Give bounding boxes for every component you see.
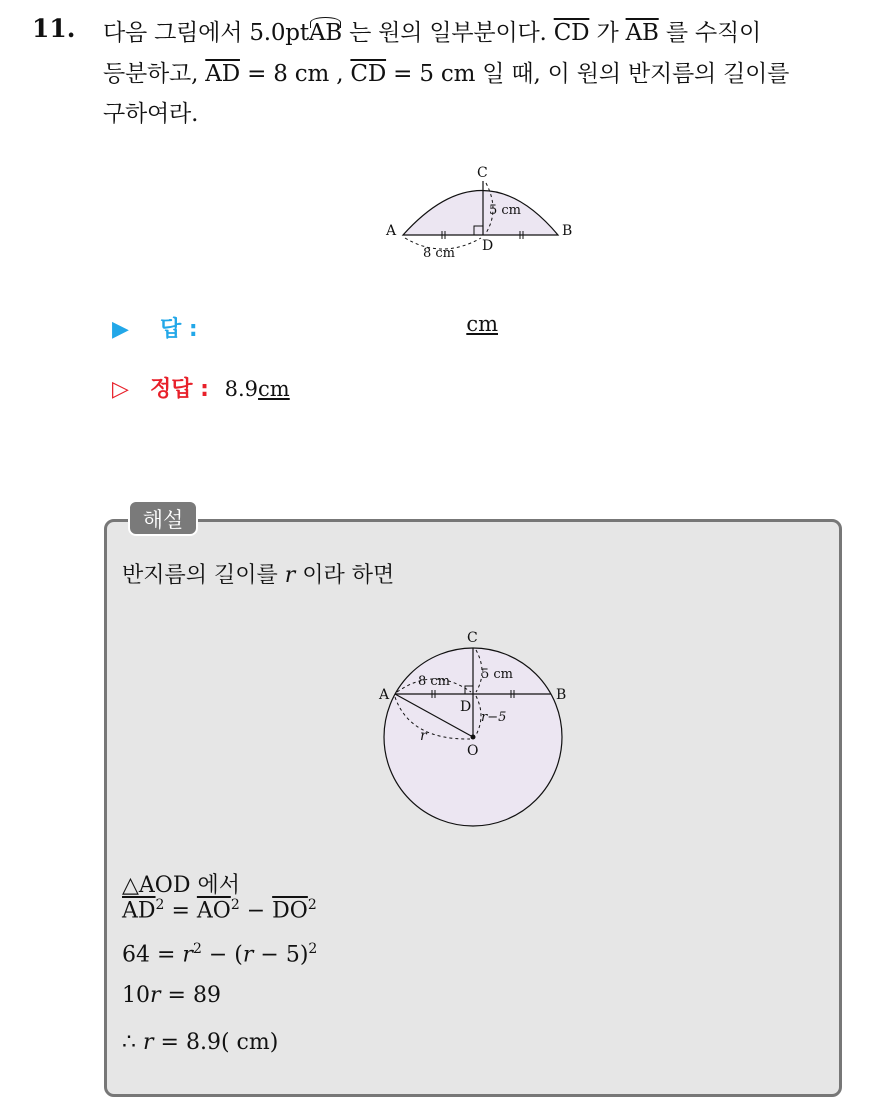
label-ad-length: 8 cm <box>418 674 451 689</box>
label-ad-length: 8 cm <box>423 246 456 261</box>
equation-3 <box>122 983 221 1008</box>
label-do-length: r−5 <box>481 710 507 725</box>
outline-triangle-icon: ▷ <box>112 377 129 402</box>
play-triangle-icon: ▶ <box>112 317 129 342</box>
segment-ao: $\overline{AO}$ <box>196 898 231 924</box>
answer-unit: cm <box>466 312 498 336</box>
correct-label: 정답 : <box>150 377 209 402</box>
question-line-2 <box>103 55 789 88</box>
label-cd-length: 5 cm <box>481 667 514 682</box>
variable-r: r <box>182 942 193 968</box>
label-cd-length: 5 cm <box>489 203 522 218</box>
question-text: 가 <box>589 20 626 46</box>
center-point <box>471 735 476 740</box>
question-text: 다음 그림에서 5.0pt <box>103 20 309 46</box>
square-exponent: 2 <box>192 941 202 957</box>
question-text: 를 수직이 <box>658 20 762 46</box>
explanation-tag: 해설 <box>128 500 198 536</box>
segment-ab: $\overline{AB}$ <box>625 20 659 46</box>
question-number: 11. <box>32 14 76 43</box>
equation-text: 10 <box>122 983 150 1008</box>
label-b: B <box>556 687 567 703</box>
label-d: D <box>482 238 494 254</box>
equation-4 <box>122 1030 278 1055</box>
operator: − <box>239 898 273 924</box>
correct-unit: cm <box>258 377 290 401</box>
operator: = <box>164 898 197 924</box>
equation-text: − 5) <box>253 942 309 968</box>
explanation-text: 이라 하면 <box>295 563 395 588</box>
correct-value: 8.9 <box>224 377 259 401</box>
question-text: = 8 cm , <box>239 61 351 87</box>
explanation-intro <box>122 558 394 589</box>
square-exponent: 2 <box>230 897 240 913</box>
equation-text: = 89 <box>160 983 221 1008</box>
label-o: O <box>467 743 479 759</box>
answer-label: 답 : <box>160 317 198 342</box>
question-text: = 5 cm 일 때, 이 원의 반지름의 길이를 <box>386 61 790 87</box>
equation-2 <box>122 941 317 967</box>
square-exponent: 2 <box>155 897 165 913</box>
equation-1 <box>122 897 317 923</box>
label-c: C <box>467 630 478 646</box>
segment-cd: $\overline{CD}$ <box>553 20 590 46</box>
variable-r: r <box>242 942 254 968</box>
label-b: B <box>562 223 573 239</box>
question-line-1 <box>103 14 761 47</box>
variable-r: r <box>284 563 296 588</box>
question-text: 는 원의 일부분이다. <box>342 20 554 46</box>
label-a: A <box>379 687 390 703</box>
answer-blank[interactable] <box>418 312 498 342</box>
segment-region <box>403 191 558 236</box>
figure-circle <box>370 622 610 832</box>
equation-text: = 8.9( cm) <box>153 1030 279 1055</box>
label-d: D <box>460 699 472 715</box>
label-a: A <box>386 223 397 239</box>
correct-row <box>112 372 290 403</box>
question-text: 등분하고, <box>103 61 206 87</box>
segment-cd: $\overline{CD}$ <box>350 61 387 87</box>
figure-segment <box>370 160 590 270</box>
arc-ab: AB <box>308 20 342 46</box>
segment-ad: $\overline{AD}$ <box>122 898 156 924</box>
explanation-text: 반지름의 길이를 <box>122 563 285 588</box>
variable-r: r <box>143 1030 154 1055</box>
square-exponent: 2 <box>308 941 318 957</box>
label-radius: r <box>420 728 427 744</box>
equation-text: ∴ <box>122 1030 143 1055</box>
segment-do: $\overline{DO}$ <box>272 898 308 924</box>
equation-text: − ( <box>201 942 243 968</box>
label-c: C <box>477 165 488 181</box>
equation-text: 64 = <box>122 942 183 968</box>
square-exponent: 2 <box>307 897 317 913</box>
segment-ad: $\overline{AD}$ <box>205 61 240 87</box>
triangle-line: △AOD 에서 <box>122 873 240 898</box>
answer-row <box>112 312 198 343</box>
variable-r: r <box>150 983 161 1008</box>
question-line-3: 구하여라. <box>103 101 199 127</box>
